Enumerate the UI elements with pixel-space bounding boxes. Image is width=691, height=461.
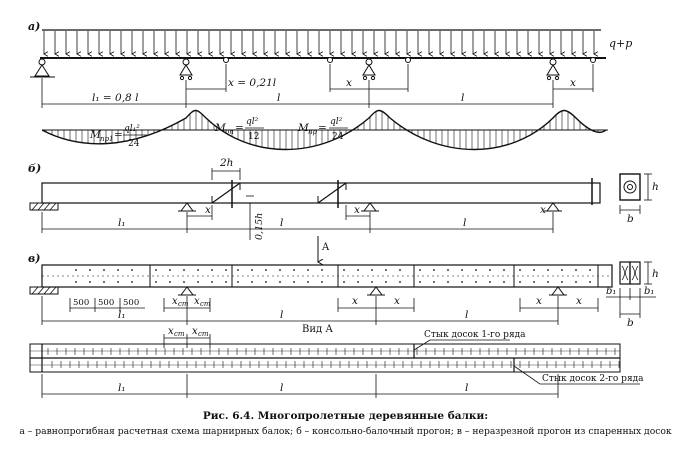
x-label: x	[205, 204, 211, 216]
nail-dot	[461, 281, 463, 283]
section-arrow-a	[318, 236, 330, 262]
l1-label: l₁	[118, 309, 126, 321]
span-label: l	[465, 382, 469, 394]
span-label: l	[465, 309, 469, 321]
span-label: l	[280, 382, 284, 394]
nail-dot	[399, 281, 401, 283]
h-label: h	[652, 268, 659, 280]
svg-text:ст: ст	[198, 330, 209, 338]
two-h-label: 2h	[220, 157, 234, 169]
support-b	[361, 203, 379, 211]
svg-text:ql²: ql²	[330, 117, 343, 127]
svg-text:M: M	[215, 122, 226, 134]
moment-label-1	[89, 124, 147, 149]
svg-text:оп: оп	[225, 128, 234, 136]
x-label: x	[536, 295, 542, 307]
svg-text:ql²: ql²	[246, 117, 259, 127]
x-st-label	[192, 326, 209, 338]
nail-dot	[251, 281, 253, 283]
nail-dot	[419, 269, 421, 271]
scarf-joint	[212, 183, 240, 203]
nail-dot	[589, 269, 591, 271]
x-label: x	[354, 204, 360, 216]
caption-title: Рис. 6.4. Многопролетные деревянные балки:	[202, 410, 489, 422]
svg-text:=: =	[235, 122, 244, 134]
x-st-label	[172, 296, 189, 308]
nail-dot	[211, 281, 213, 283]
nail-dot	[433, 269, 435, 271]
nail-dot	[371, 281, 373, 283]
joint-2-label: Стык досок 2-го ряда	[542, 374, 644, 384]
x-st-label	[194, 296, 211, 308]
nail-dot	[533, 281, 535, 283]
panel-v	[28, 252, 659, 329]
nail-dot	[183, 281, 185, 283]
dimensions-b	[42, 168, 553, 240]
view-a-title: Вид А	[302, 324, 333, 335]
nail-dot	[237, 281, 239, 283]
wall-support	[30, 287, 58, 294]
panel-a-label: а)	[28, 20, 41, 33]
x-st-label	[168, 326, 185, 338]
support-b	[544, 203, 562, 211]
wall-support	[30, 203, 58, 210]
svg-text:24: 24	[332, 132, 344, 142]
nail-dot	[321, 269, 323, 271]
cantilever-beam	[42, 183, 600, 203]
nail-dot	[475, 269, 477, 271]
hinge	[591, 58, 596, 63]
h-label: h	[652, 181, 659, 193]
svg-text:M: M	[90, 129, 101, 141]
roller-support	[547, 59, 559, 80]
nail-dot	[489, 269, 491, 271]
svg-text:A: A	[322, 242, 330, 253]
svg-text:пр: пр	[308, 128, 317, 136]
svg-text:ст: ст	[178, 300, 189, 308]
nail-dot	[197, 269, 199, 271]
svg-text:ст: ст	[200, 300, 211, 308]
hinge	[328, 58, 333, 63]
nail-dot	[307, 269, 309, 271]
nail-dot	[561, 269, 563, 271]
nail-dot	[169, 269, 171, 271]
nail-dot	[237, 269, 239, 271]
scarf-joint	[318, 183, 346, 203]
nail-dot	[533, 269, 535, 271]
nail-dot	[547, 269, 549, 271]
x-label: x	[576, 295, 582, 307]
nail-dot	[385, 269, 387, 271]
b1-label: b₁	[606, 286, 617, 297]
x-label: x	[570, 77, 576, 89]
svg-text:x: x	[194, 296, 200, 307]
nail-dot	[169, 281, 171, 283]
nail-dot	[155, 281, 157, 283]
panel-b-label: б)	[28, 162, 42, 175]
nail-dot	[489, 281, 491, 283]
nail-dot	[117, 281, 119, 283]
nail-dot	[293, 281, 295, 283]
nail-dot	[357, 281, 359, 283]
nail-dot	[89, 269, 91, 271]
svg-text:M: M	[298, 122, 309, 134]
panel-a	[28, 20, 632, 150]
span-label: l	[463, 217, 467, 229]
nail-dot	[357, 269, 359, 271]
x-label: x	[352, 295, 358, 307]
nail-dot	[385, 281, 387, 283]
cross-section-b	[620, 174, 652, 214]
svg-text:12: 12	[248, 132, 260, 142]
b1-label: b₁	[644, 286, 655, 297]
roller-support	[180, 59, 192, 80]
hinge	[406, 58, 411, 63]
nail-dot	[75, 281, 77, 283]
l1-label: l₁	[118, 382, 126, 394]
x-label: x	[346, 77, 352, 89]
nail-dot	[575, 269, 577, 271]
nail-dot	[321, 281, 323, 283]
view-a	[30, 324, 644, 398]
svg-text:=: =	[318, 122, 327, 134]
nail-dot	[575, 281, 577, 283]
nail-dot	[503, 281, 505, 283]
dim-500: 500	[73, 298, 90, 308]
nail-dot	[343, 281, 345, 283]
support-v	[367, 287, 385, 295]
hinge	[224, 58, 229, 63]
nail-dot	[343, 269, 345, 271]
dim-500: 500	[123, 298, 140, 308]
nail-dot	[547, 281, 549, 283]
svg-text:пр1: пр1	[100, 135, 114, 143]
nail-dot	[447, 281, 449, 283]
nail-dot	[251, 269, 253, 271]
span-label: l	[280, 309, 284, 321]
l1-label: l₁ = 0,8 l	[92, 92, 139, 104]
svg-text:ql₁²: ql₁²	[124, 124, 140, 134]
nail-dot	[131, 281, 133, 283]
nail-dot	[371, 269, 373, 271]
nail-dot	[475, 281, 477, 283]
span-label: l	[461, 92, 465, 104]
support-v	[549, 287, 567, 295]
nail-dot	[279, 281, 281, 283]
nail-dot	[103, 281, 105, 283]
panel-b	[28, 157, 659, 240]
load-label: q+p	[609, 37, 633, 50]
nail-dot	[503, 269, 505, 271]
nail-dot	[293, 269, 295, 271]
nail-dot	[265, 281, 267, 283]
span-label: l	[280, 217, 284, 229]
support-v	[178, 287, 196, 295]
nail-dot	[197, 281, 199, 283]
nail-dot	[433, 281, 435, 283]
nail-dot	[183, 269, 185, 271]
nail-dot	[117, 269, 119, 271]
x-eq-label: x = 0,21l	[228, 77, 277, 89]
nail-dot	[225, 281, 227, 283]
nail-dot	[265, 269, 267, 271]
nail-dot	[75, 269, 77, 271]
l1-label: l₁	[118, 217, 126, 229]
svg-text:24: 24	[128, 139, 140, 149]
nail-dot	[225, 269, 227, 271]
nail-dot	[447, 269, 449, 271]
nail-dot	[155, 269, 157, 271]
nail-dot	[89, 281, 91, 283]
svg-text:=: =	[114, 129, 123, 141]
svg-text:x: x	[168, 326, 174, 337]
panel-v-label: в)	[28, 252, 41, 265]
pinned-support	[30, 59, 55, 77]
joint-1-label: Стык досок 1-го ряда	[424, 330, 526, 340]
nail-dot	[307, 281, 309, 283]
nail-dot	[131, 269, 133, 271]
b-label: b	[627, 213, 634, 225]
nail-dot	[519, 269, 521, 271]
support-b	[178, 203, 196, 211]
caption-subtitle: а – равнопрогибная расчетная схема шарнирных балок; б – консольно-балочный прогон; в – неразрезной прогон из спаренных досок	[19, 426, 672, 437]
nail-dot	[419, 281, 421, 283]
roller-support	[363, 59, 375, 80]
span-label: l	[277, 92, 281, 104]
nail-dot	[103, 269, 105, 271]
svg-text:x: x	[192, 326, 198, 337]
nail-dot	[519, 281, 521, 283]
x-label: x	[394, 295, 400, 307]
dim-500: 500	[98, 298, 115, 308]
nail-dot	[279, 269, 281, 271]
distributed-load	[42, 30, 601, 54]
nail-dot	[461, 269, 463, 271]
x-label: x	[540, 204, 546, 216]
nail-dot	[399, 269, 401, 271]
b-label: b	[627, 317, 634, 329]
h015-label: 0,15h	[254, 212, 265, 240]
nail-dot	[561, 281, 563, 283]
svg-text:ст: ст	[174, 330, 185, 338]
nail-dot	[589, 281, 591, 283]
svg-text:x: x	[172, 296, 178, 307]
nail-dot	[211, 269, 213, 271]
